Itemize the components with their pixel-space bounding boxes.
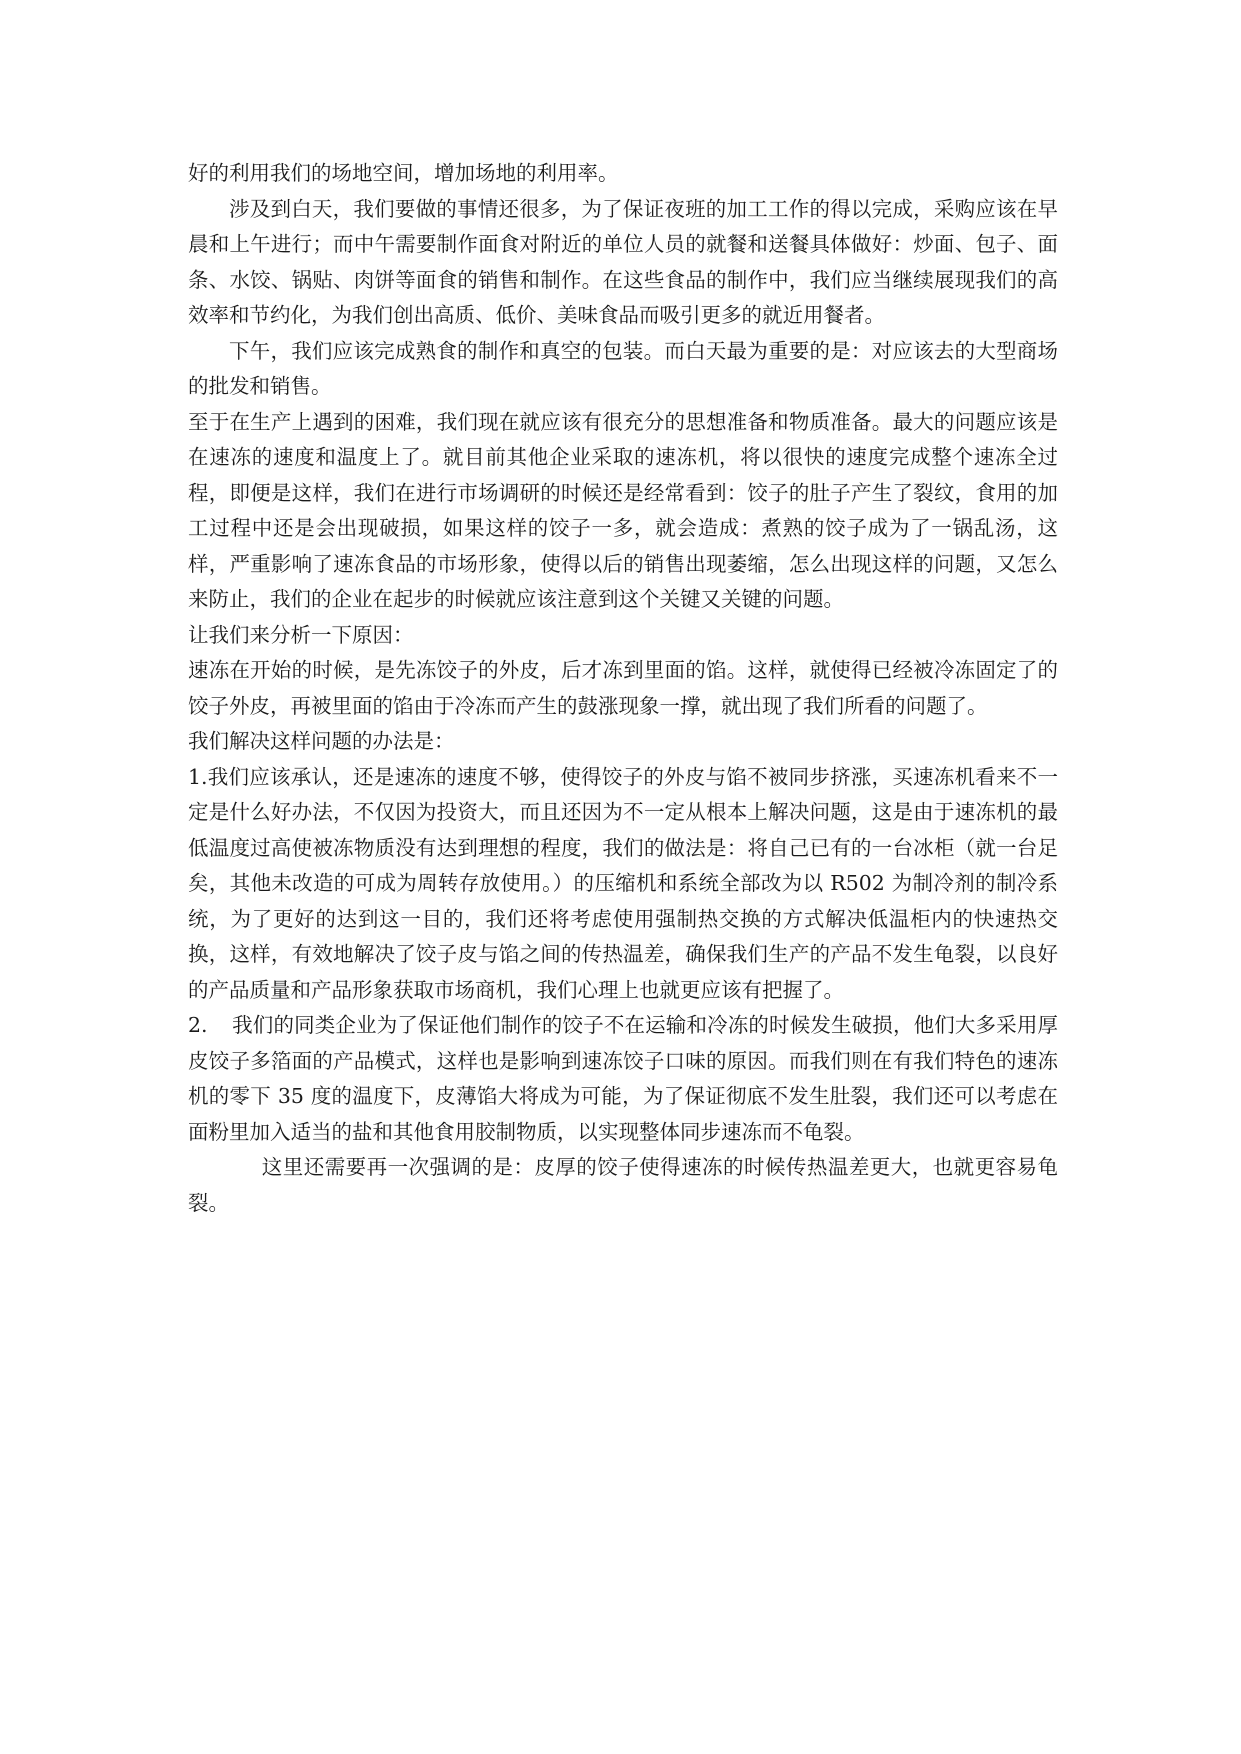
paragraph-continuation: 好的利用我们的场地空间，增加场地的利用率。	[188, 161, 619, 185]
paragraph-afternoon: 下午，我们应该完成熟食的制作和真空的包装。而白天最为重要的是：对应该去的大型商场的批发和销售。	[188, 338, 1058, 398]
paragraph-daytime-work: 涉及到白天，我们要做的事情还很多，为了保证夜班的加工工作的得以完成，采购应该在早晨和上午进行；而中午需要制作面食对附近的单位人员的就餐和送餐具体做好：炒面、包子、面条、水饺、锅贴、肉饼等面食的销售和制作。在这些食品的制作中，我们应当继续展现我们的高效率和节约化，为我们创出高质、低价、美味食品而吸引更多的就近用餐者。	[188, 196, 1058, 327]
list-item-1	[188, 760, 1058, 1009]
paragraph-cause: 速冻在开始的时候，是先冻饺子的外皮，后才冻到里面的馅。这样，就使得已经被冷冻固定了的饺子外皮，再被里面的馅由于冷冻而产生的鼓涨现象一撑，就出现了我们所看的问题了。	[188, 658, 1058, 718]
paragraph-solution-intro: 我们解决这样问题的办法是：	[188, 729, 455, 753]
paragraph-closing: 这里还需要再一次强调的是：皮厚的饺子使得速冻的时候传热温差更大，也就更容易龟裂。	[188, 1155, 1058, 1215]
list-item-2	[188, 1008, 1058, 1150]
list-number: 2.	[188, 1013, 208, 1037]
paragraph-difficulties: 至于在生产上遇到的困难，我们现在就应该有很充分的思想准备和物质准备。最大的问题应该是在速冻的速度和温度上了。就目前其他企业采取的速冻机，将以很快的速度完成整个速冻全过程，即便是这样，我们在进行市场调研的时候还是经常看到：饺子的肚子产生了裂纹，食用的加工过程中还是会出现破损，如果这样的饺子一多，就会造成：煮熟的饺子成为了一锅乱汤，这样，严重影响了速冻食品的市场形象，使得以后的销售出现萎缩，怎么出现这样的问题，又怎么来防止，我们的企业在起步的时候就应该注意到这个关键又关键的问题。	[188, 409, 1058, 611]
document-page	[188, 156, 1058, 1221]
list-item-text: 我们应该承认，还是速冻的速度不够，使得饺子的外皮与馅不被同步挤涨，买速冻机看来不一定是什么好办法，不仅因为投资大，而且还因为不一定从根本上解决问题，这是由于速冻机的最低温度过高使被冻物质没有达到理想的程度，我们的做法是：将自己已有的一台冰柜（就一台足矣，其他未改造的可成为周转存放使用。）的压缩机和系统全部改为以 R502 为制冷剂的制冷系统，为了更好的达到这一目的，我们还将考虑使用强制热交换的方式解决低温柜内的快速热交换，这样，有效地解决了饺子皮与馅之间的传热温差，确保我们生产的产品不发生龟裂，以良好的产品质量和产品形象获取市场商机，我们心理上也就更应该有把握了。	[188, 764, 1058, 1002]
list-item-text: 我们的同类企业为了保证他们制作的饺子不在运输和冷冻的时候发生破损，他们大多采用厚皮饺子多箔面的产品模式，这样也是影响到速冻饺子口味的原因。而我们则在有我们特色的速冻机的零下 35 度的温度下，皮薄馅大将成为可能，为了保证彻底不发生肚裂，我们还可以考虑在面粉里加入适当的盐和其他食用胶制物质，以实现整体同步速冻而不龟裂。	[188, 1013, 1058, 1144]
paragraph-analysis-intro: 让我们来分析一下原因：	[188, 622, 414, 647]
list-number: 1.	[188, 764, 208, 789]
